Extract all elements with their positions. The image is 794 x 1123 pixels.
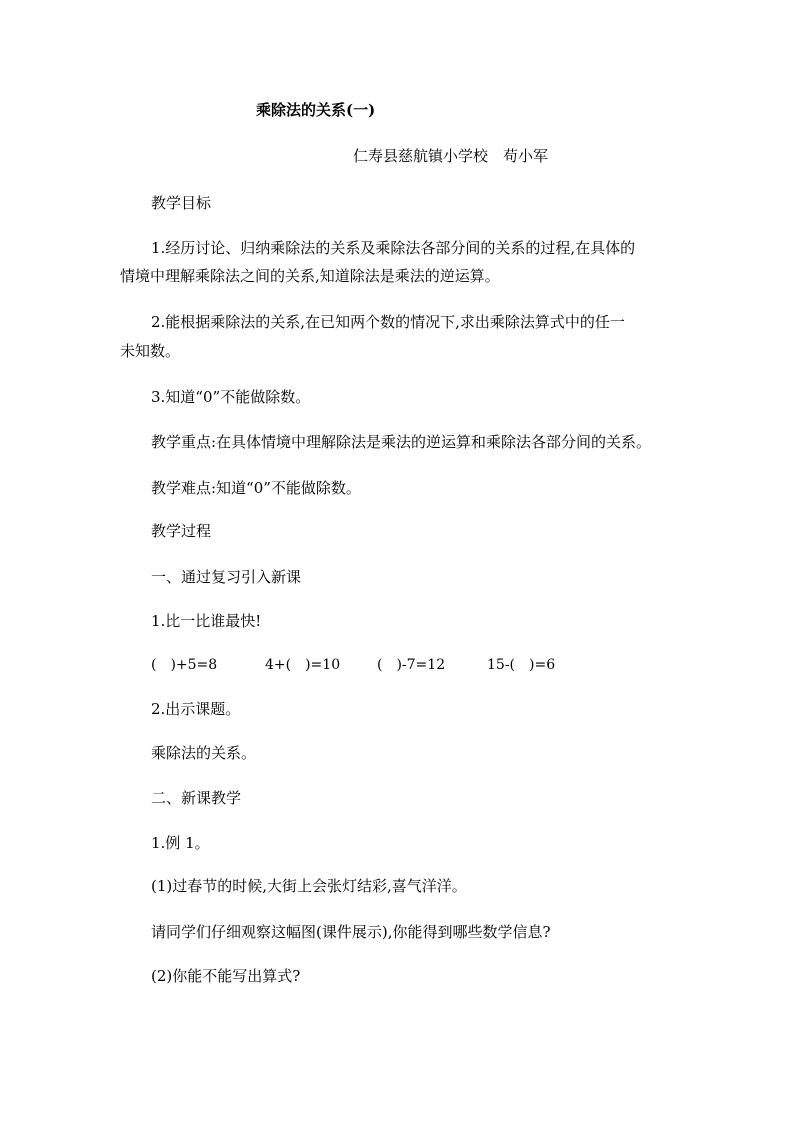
goal-2-line-2: 未知数。: [120, 342, 181, 360]
goal-heading: 教学目标: [151, 194, 212, 212]
section-2-heading: 二、新课教学: [151, 789, 242, 807]
question-line: 请同学们仔细观察这幅图(课件展示),你能得到哪些数学信息?: [151, 923, 551, 941]
sub-item-2: (2)你能不能写出算式?: [151, 967, 301, 985]
equation-3: ( )-7=12: [377, 657, 446, 673]
equation-2: 4+( )=10: [265, 657, 341, 673]
goal-1-line-1: 1.经历讨论、归纳乘除法的关系及乘除法各部分间的关系的过程,在具体的: [151, 239, 636, 257]
goal-1-line-2: 情境中理解乘除法之间的关系,知道除法是乘法的逆运算。: [120, 267, 500, 285]
difficulty: 教学难点:知道“0”不能做除数。: [151, 479, 361, 497]
author-line: 仁寿县慈航镇小学校 苟小军: [353, 147, 549, 165]
topic-line: 乘除法的关系。: [151, 744, 257, 762]
equation-4: 15-( )=6: [487, 657, 556, 673]
process-heading: 教学过程: [151, 522, 212, 540]
section-1-heading: 一、通过复习引入新课: [151, 568, 302, 586]
sub-item-1: (1)过春节的时候,大街上会张灯结彩,喜气洋洋。: [151, 877, 467, 895]
equation-1: ( )+5=8: [151, 657, 218, 673]
item-1: 1.比一比谁最快!: [151, 612, 262, 630]
goal-2-line-1: 2.能根据乘除法的关系,在已知两个数的情况下,求出乘除法算式中的任一: [151, 313, 625, 331]
document-title: 乘除法的关系(一): [256, 101, 376, 119]
key-point: 教学重点:在具体情境中理解除法是乘法的逆运算和乘除法各部分间的关系。: [151, 433, 652, 451]
item-2: 2.出示课题。: [151, 700, 241, 718]
goal-3: 3.知道“0”不能做除数。: [151, 388, 311, 406]
example-line: 1.例 1。: [151, 834, 210, 852]
